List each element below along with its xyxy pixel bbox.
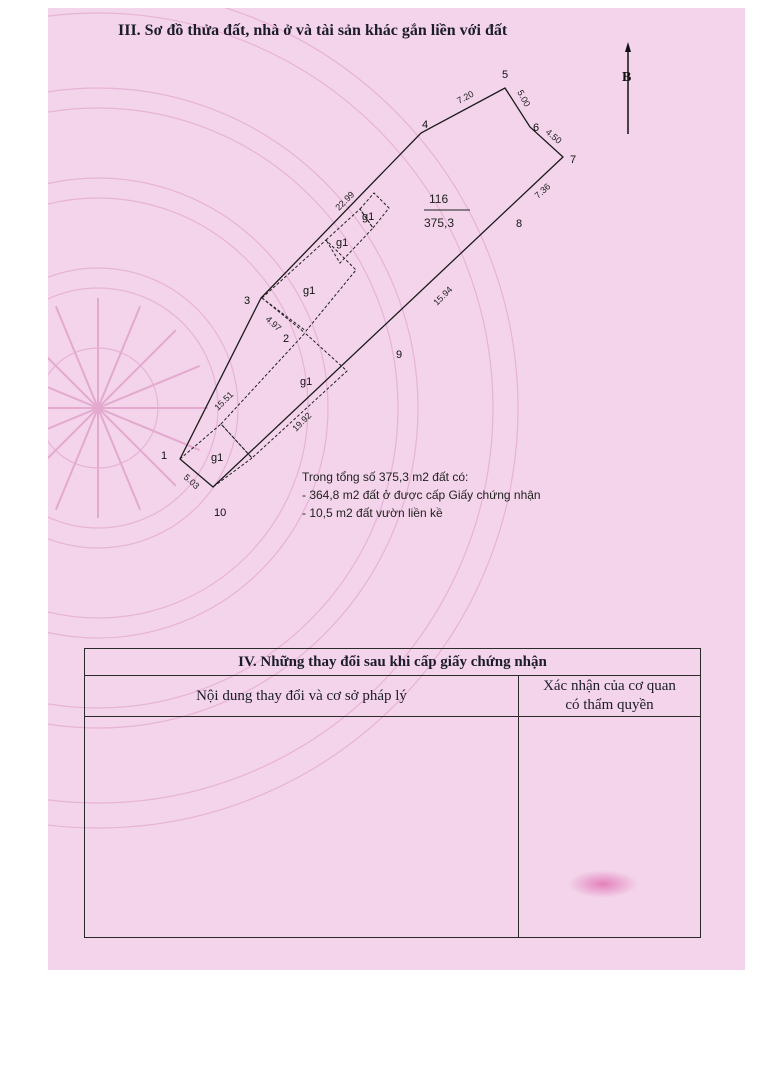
point-label: 10 bbox=[214, 507, 227, 519]
area-note-line: Trong tổng số 375,3 m2 đất có: bbox=[302, 470, 469, 484]
building-label: g1 bbox=[300, 376, 313, 388]
parcel-boundary bbox=[180, 88, 563, 487]
area-note-line: - 10,5 m2 đất vườn liền kề bbox=[302, 506, 443, 520]
area-note bbox=[302, 468, 541, 522]
point-label: 9 bbox=[396, 349, 403, 361]
changes-table-title: IV. Những thay đổi sau khi cấp giấy chứng nhận bbox=[85, 649, 701, 676]
confirmation-cell bbox=[519, 717, 701, 938]
dimension-label: 15.94 bbox=[431, 284, 455, 308]
north-label: B bbox=[622, 70, 632, 85]
point-label: 8 bbox=[516, 218, 523, 230]
column-header-line: có thẩm quyền bbox=[565, 697, 654, 713]
dimension-label: 5.03 bbox=[181, 472, 202, 492]
dimension-label: 4.50 bbox=[543, 126, 564, 146]
column-header-changes: Nội dung thay đổi và cơ sở pháp lý bbox=[85, 676, 519, 717]
building-label: g1 bbox=[362, 211, 375, 223]
dimension-label: 7.36 bbox=[532, 181, 553, 201]
stamp-mark bbox=[568, 870, 638, 898]
dimension-label: 22.99 bbox=[333, 189, 357, 213]
building-label: g1 bbox=[303, 285, 316, 297]
changes-content-cell bbox=[85, 717, 519, 938]
dimension-label: 19.92 bbox=[290, 410, 314, 434]
parcel-number: 116 bbox=[429, 192, 449, 206]
point-label: 2 bbox=[283, 333, 290, 345]
point-label: 3 bbox=[244, 295, 251, 307]
point-label: 6 bbox=[533, 122, 540, 134]
area-note-line: - 364,8 m2 đất ở được cấp Giấy chứng nhận bbox=[302, 488, 541, 502]
point-label: 7 bbox=[570, 154, 577, 166]
dimension-label: 7.20 bbox=[455, 88, 476, 106]
parcel-area: 375,3 bbox=[424, 216, 455, 230]
point-label: 1 bbox=[161, 450, 168, 462]
building-label: g1 bbox=[211, 452, 224, 464]
dimension-label: 5.00 bbox=[515, 88, 533, 109]
column-header-confirmation bbox=[519, 676, 701, 717]
column-header-line: Xác nhận của cơ quan bbox=[543, 678, 676, 694]
point-label: 4 bbox=[422, 119, 429, 131]
north-arrow-icon bbox=[625, 42, 631, 134]
dimension-label: 4.97 bbox=[263, 314, 284, 334]
point-label: 5 bbox=[502, 69, 509, 81]
section-title: III. Sơ đồ thửa đất, nhà ở và tài sản khác gắn liền với đất bbox=[118, 22, 508, 39]
dimension-label: 15.51 bbox=[212, 389, 236, 413]
building-label: g1 bbox=[336, 237, 349, 249]
